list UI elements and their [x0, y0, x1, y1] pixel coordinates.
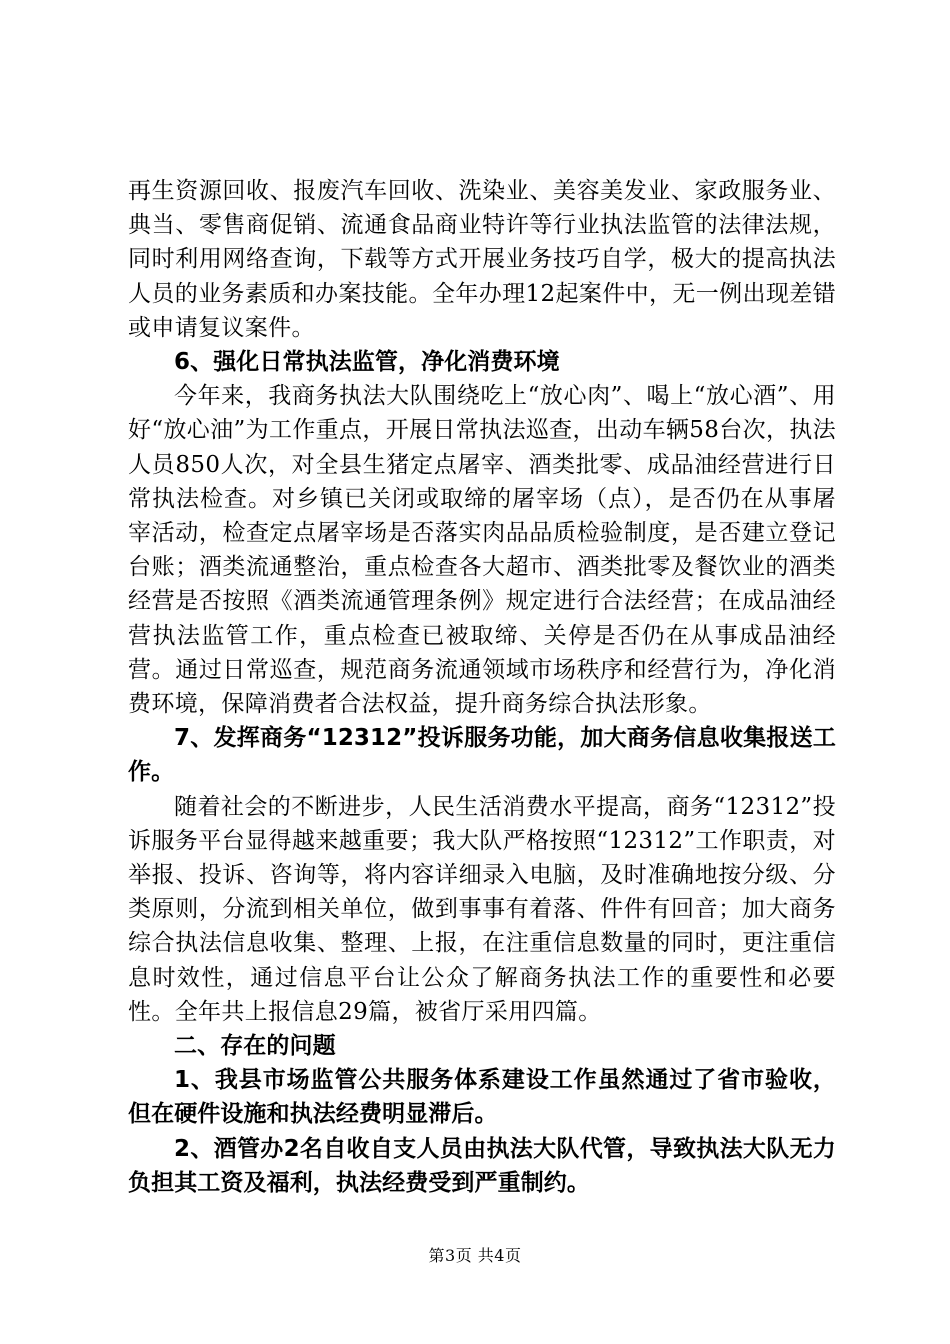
problem-item: 2、酒管办2名自收自支人员由执法大队代管，导致执法大队无力负担其工资及福利，执法经费受到严重制约。	[128, 1135, 836, 1196]
problem-item: 1、我县市场监管公共服务体系建设工作虽然通过了省市验收，但在硬件设施和执法经费明显滞后。	[128, 1067, 836, 1128]
body-paragraph: 随着社会的不断进步，人民生活消费水平提高，商务“12312”投诉服务平台显得越来越重要；我大队严格按照“12312”工作职责，对举报、投诉、咨询等，将内容详细录入电脑，及时准确地按分级、分类原则，分流到相关单位，做到事事有着落、件件有回音；加大商务综合执法信息收集、整理、上报，在注重信息数量的同时，更注重信息时效性，通过信息平台让公众了解商务执法工作的重要性和必要性。全年共上报信息29篇，被省厅采用四篇。	[128, 793, 836, 1025]
body-paragraph: 再生资源回收、报废汽车回收、洗染业、美容美发业、家政服务业、典当、零售商促销、流通食品商业特许等行业执法监管的法律法规，同时利用网络查询，下载等方式开展业务技巧自学，极大的提高执法人员的业务素质和办案技能。全年办理12起案件中，无一例出现差错或申请复议案件。	[128, 178, 836, 341]
document-body	[128, 174, 836, 1200]
section-heading: 二、存在的问题	[174, 1033, 336, 1060]
section-heading: 7、发挥商务“12312”投诉服务功能，加大商务信息收集报送工作。	[128, 725, 836, 786]
section-heading: 6、强化日常执法监管，净化消费环境	[174, 349, 560, 376]
page-footer: 第3页 共4页	[428, 1246, 522, 1265]
body-paragraph: 今年来，我商务执法大队围绕吃上“放心肉”、喝上“放心酒”、用好“放心油”为工作重点，开展日常执法巡查，出动车辆58台次，执法人员850人次，对全县生猪定点屠宰、酒类批零、成品油经营进行日常执法检查。对乡镇已关闭或取缔的屠宰场（点），是否仍在从事屠宰活动，检查定点屠宰场是否落实肉品品质检验制度，是否建立登记台账；酒类流通整治，重点检查各大超市、酒类批零及餐饮业的酒类经营是否按照《酒类流通管理条例》规定进行合法经营；在成品油经营执法监管工作，重点检查已被取缔、关停是否仍在从事成品油经营。通过日常巡查，规范商务流通领域市场秩序和经营行为，净化消费环境，保障消费者合法权益，提升商务综合执法形象。	[128, 383, 836, 718]
